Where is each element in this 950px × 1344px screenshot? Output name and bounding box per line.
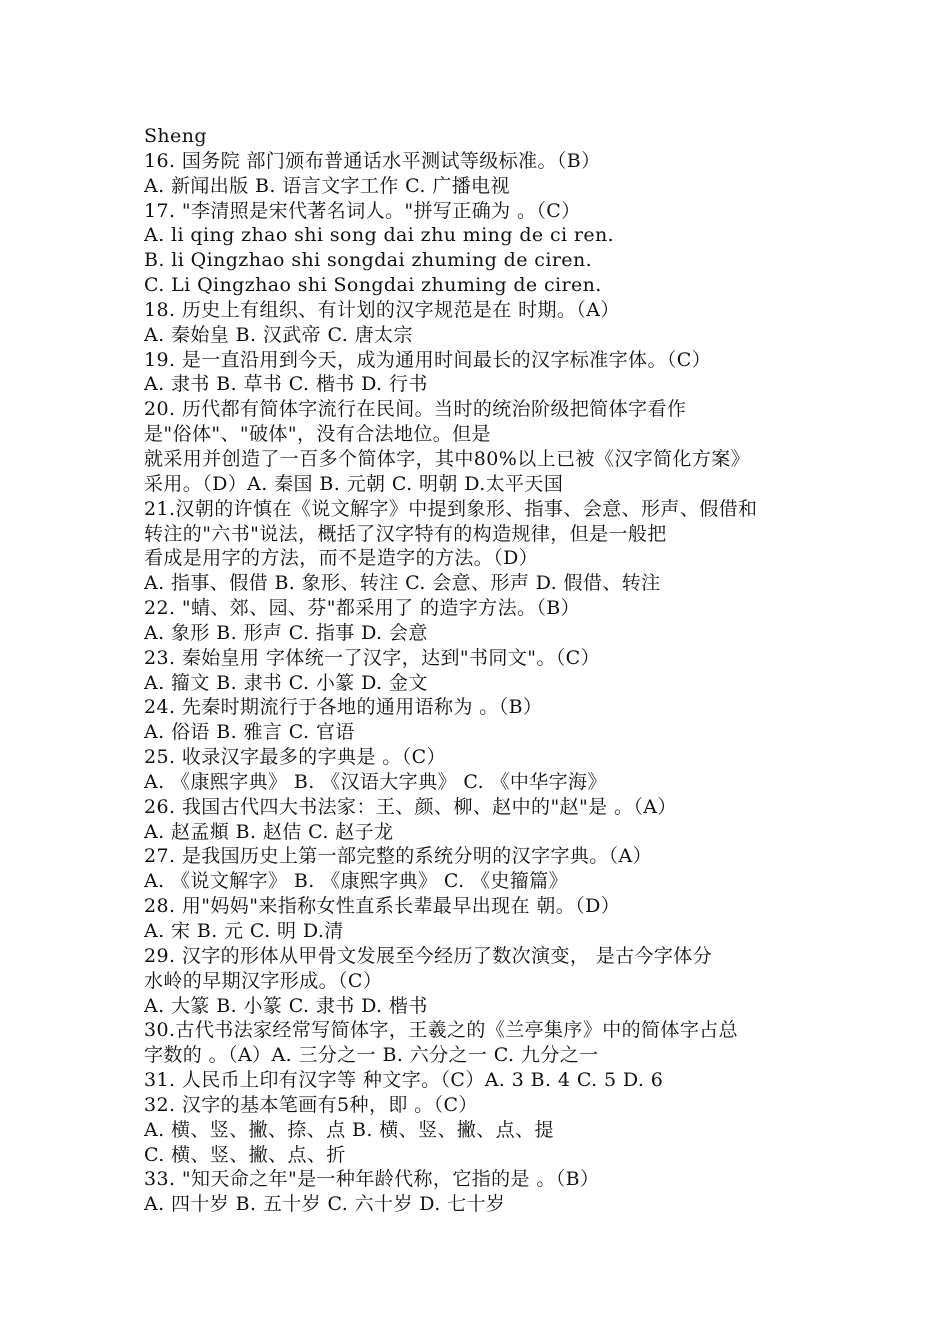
options-27: A. 《说文解字》 B. 《康熙字典》 C. 《史籀篇》: [144, 870, 569, 893]
options-25: A. 《康熙字典》 B. 《汉语大字典》 C. 《中华字海》: [144, 770, 607, 793]
options-17-b: B. li Qingzhao shi songdai zhuming de ciren.: [144, 249, 593, 272]
question-20-cont-1: 是"俗体"、"破体"，没有合法地位。但是: [144, 423, 491, 446]
options-32-c: C. 横、竖、撇、点、折: [144, 1143, 346, 1166]
question-32: 32. 汉字的基本笔画有5种，即 。（C）: [144, 1093, 478, 1116]
question-17: 17. "李清照是宋代著名词人。"拼写正确为 。（C）: [144, 199, 581, 222]
options-33: A. 四十岁 B. 五十岁 C. 六十岁 D. 七十岁: [144, 1193, 506, 1216]
question-24: 24. 先秦时期流行于各地的通用语称为 。（B）: [144, 696, 543, 719]
question-33: 33. "知天命之年"是一种年龄代称，它指的是 。（B）: [144, 1168, 600, 1191]
question-16: 16. 国务院 部门颁布普通话水平测试等级标准。（B）: [144, 149, 601, 172]
question-21-cont-2: 看成是用字的方法，而不是造字的方法。（D）: [144, 547, 539, 570]
options-32-ab: A. 横、竖、撇、捺、点 B. 横、竖、撇、点、提: [144, 1118, 554, 1141]
document-body: [144, 124, 814, 1217]
question-26: 26. 我国古代四大书法家：王、颜、柳、赵中的"赵"是 。（A）: [144, 795, 677, 818]
options-23: A. 籀文 B. 隶书 C. 小篆 D. 金文: [144, 671, 428, 694]
options-17-c: C. Li Qingzhao shi Songdai zhuming de ciren.: [144, 274, 602, 297]
options-17-a: A. li qing zhao shi song dai zhu ming de ci ren.: [144, 224, 615, 247]
options-28: A. 宋 B. 元 C. 明 D.清: [144, 920, 344, 942]
options-16: A. 新闻出版 B. 语言文字工作 C. 广播电视: [144, 174, 510, 197]
options-19: A. 隶书 B. 草书 C. 楷书 D. 行书: [144, 373, 428, 396]
options-29: A. 大篆 B. 小篆 C. 隶书 D. 楷书: [144, 994, 428, 1017]
question-20-cont-2: 就采用并创造了一百多个简体字，其中80%以上已被《汉字简化方案》: [144, 447, 751, 470]
question-23: 23. 秦始皇用 字体统一了汉字，达到"书同文"。（C）: [144, 646, 601, 669]
question-25: 25. 收录汉字最多的字典是 。（C）: [144, 746, 446, 769]
question-21: 21.汉朝的许慎在《说文解字》中提到象形、指事、会意、形声、假借和: [144, 497, 758, 520]
question-30: 30.古代书法家经常写简体字，王羲之的《兰亭集序》中的简体字占总: [144, 1019, 739, 1042]
text-line: Sheng: [144, 125, 207, 147]
options-22: A. 象形 B. 形声 C. 指事 D. 会意: [144, 621, 428, 644]
question-29: 29. 汉字的形体从甲骨文发展至今经历了数次演变， 是古今字体分: [144, 944, 713, 967]
options-26: A. 赵孟頫 B. 赵佶 C. 赵子龙: [144, 820, 394, 843]
options-20: 采用。（D）A. 秦国 B. 元朝 C. 明朝 D.太平天国: [144, 472, 564, 495]
question-20: 20. 历代都有简体字流行在民间。当时的统治阶级把简体字看作: [144, 398, 687, 421]
question-28: 28. 用"妈妈"来指称女性直系长辈最早出现在 朝。（D）: [144, 895, 621, 918]
question-27: 27. 是我国历史上第一部完整的系统分明的汉字字典。（A）: [144, 845, 653, 868]
options-18: A. 秦始皇 B. 汉武帝 C. 唐太宗: [144, 323, 413, 346]
question-19: 19. 是一直沿用到今天，成为通用时间最长的汉字标准字体。（C）: [144, 348, 712, 371]
question-21-cont-1: 转注的"六书"说法，概括了汉字特有的构造规律，但是一般把: [144, 522, 667, 545]
options-21: A. 指事、假借 B. 象形、转注 C. 会意、形声 D. 假借、转注: [144, 572, 661, 595]
question-29-cont: 水岭的早期汉字形成。（C）: [144, 969, 383, 992]
question-30-cont: 字数的 。（A）A. 三分之一 B. 六分之一 C. 九分之一: [144, 1044, 599, 1067]
question-22: 22. "蜻、郊、园、芬"都采用了 的造字方法。（B）: [144, 597, 581, 620]
question-31: 31. 人民币上印有汉字等 种文字。（C）A. 3 B. 4 C. 5 D. 6: [144, 1069, 664, 1092]
question-18: 18. 历史上有组织、有计划的汉字规范是在 时期。（A）: [144, 298, 620, 321]
options-24: A. 俗语 B. 雅言 C. 官语: [144, 721, 355, 744]
